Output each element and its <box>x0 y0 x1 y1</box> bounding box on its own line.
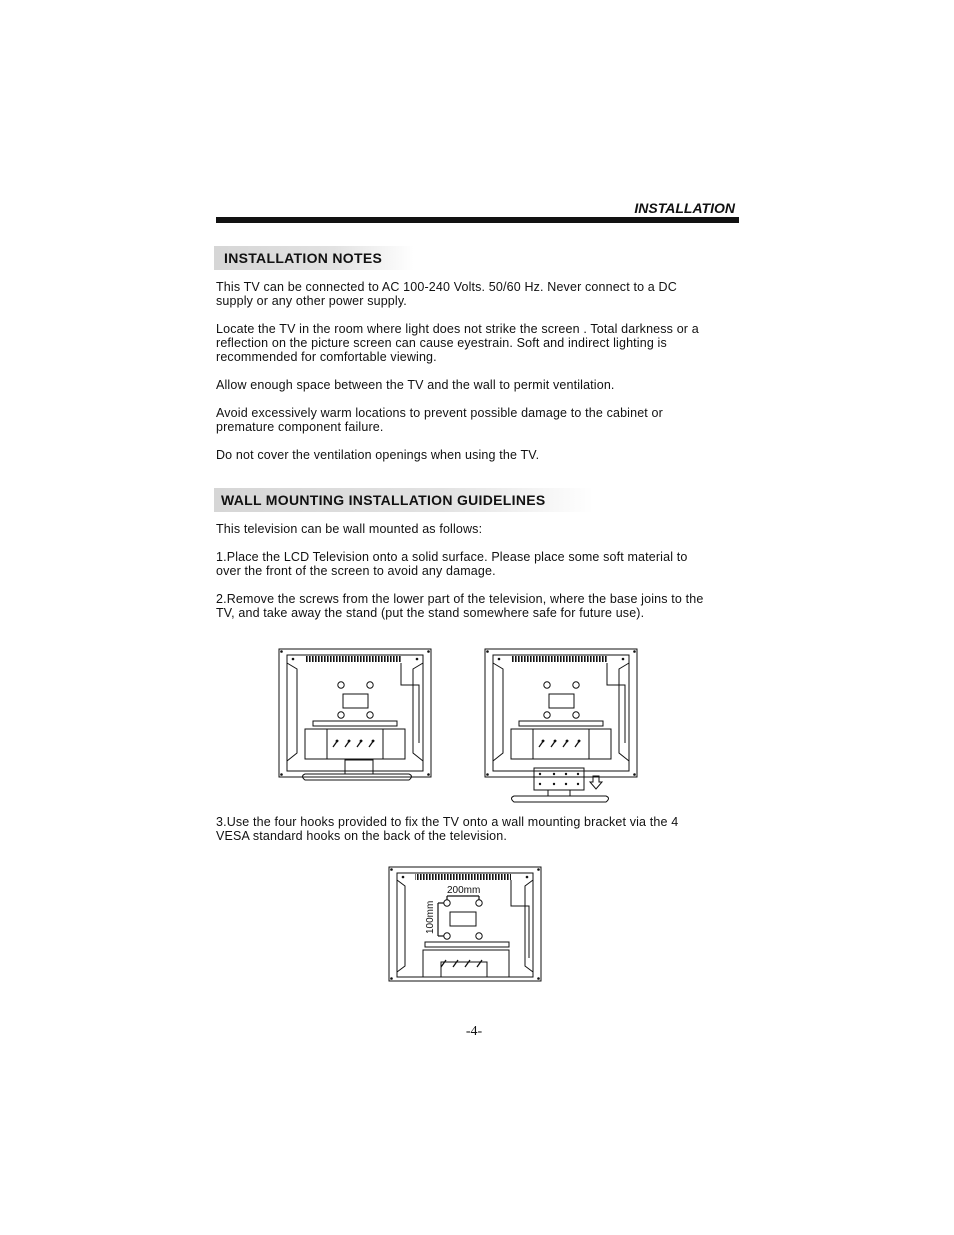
tv-back-with-stand <box>279 649 431 777</box>
text-line: VESA standard hooks on the back of the television. <box>216 829 508 843</box>
note-paragraph-warm-locations <box>216 406 736 434</box>
page-number: -4- <box>465 1024 483 1039</box>
text-line: 2.Remove the screws from the lower part of the television, where the base joins to the <box>216 592 704 606</box>
text-line: 3.Use the four hooks provided to fix the TV onto a wall mounting bracket via the 4 <box>216 815 679 829</box>
dimension-width-label: 200mm <box>447 885 481 896</box>
tv-back-vesa <box>389 867 541 981</box>
text-line: Allow enough space between the TV and the wall to permit ventilation. <box>216 378 615 392</box>
section-title: INSTALLATION <box>634 200 735 216</box>
note-paragraph-power <box>216 280 736 308</box>
wall-mounting-heading: WALL MOUNTING INSTALLATION GUIDELINES <box>214 488 593 512</box>
note-paragraph-openings <box>216 448 736 462</box>
text-line: premature component failure. <box>216 420 384 434</box>
arrow-down-icon <box>590 776 602 789</box>
installation-notes-heading: INSTALLATION NOTES <box>214 246 414 270</box>
text-line: This TV can be connected to AC 100-240 Volts. 50/60 Hz. Never connect to a DC <box>216 280 677 294</box>
dimension-height-label: 100mm <box>425 900 436 934</box>
tv-back-stand-removed <box>485 649 637 777</box>
text-line: supply or any other power supply. <box>216 294 407 308</box>
note-paragraph-ventilation-space <box>216 378 736 392</box>
text-line: Locate the TV in the room where light does not strike the screen . Total darkness or a <box>216 322 699 336</box>
text-line: TV, and take away the stand (put the stand somewhere safe for future use). <box>216 606 645 620</box>
wall-mounting-step-2 <box>216 592 736 620</box>
note-paragraph-location <box>216 322 736 364</box>
text-line: recommended for comfortable viewing. <box>216 350 437 364</box>
header-rule <box>216 217 739 223</box>
wall-mounting-step-1 <box>216 550 736 578</box>
detached-stand <box>512 768 609 802</box>
text-line: Avoid excessively warm locations to prevent possible damage to the cabinet or <box>216 406 663 420</box>
text-line: Do not cover the ventilation openings when using the TV. <box>216 448 540 462</box>
wall-mounting-step-3 <box>216 815 736 843</box>
text-line: reflection on the picture screen can cause eyestrain. Soft and indirect lighting is <box>216 336 667 350</box>
text-line: 1.Place the LCD Television onto a solid surface. Please place some soft material to <box>216 550 688 564</box>
text-line: over the front of the screen to avoid any damage. <box>216 564 496 578</box>
tv-stand <box>303 760 412 780</box>
wall-mounting-intro: This television can be wall mounted as follows: <box>216 522 483 536</box>
